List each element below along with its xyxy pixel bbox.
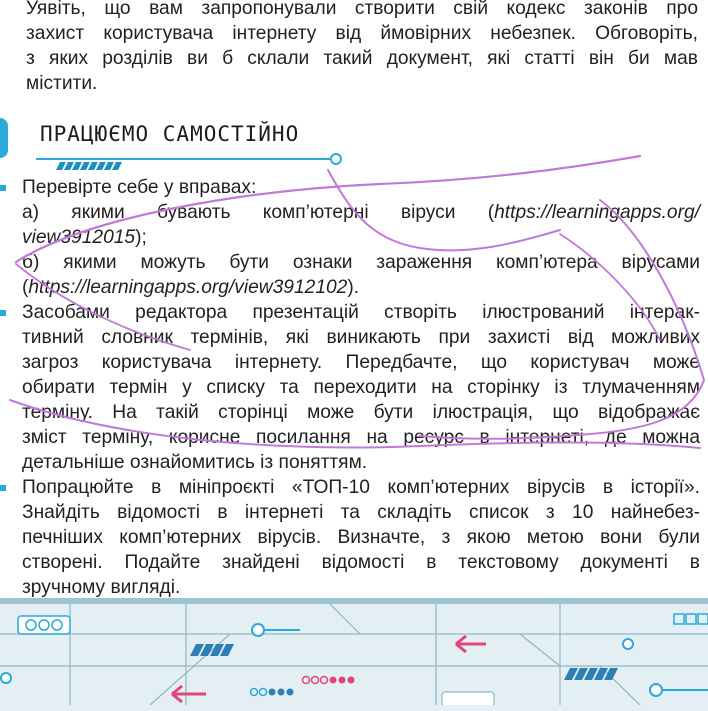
bullet-icon (0, 185, 6, 191)
task-line: view3912015); (22, 227, 147, 248)
section-heading (0, 118, 360, 166)
task-line: створені. Подайте знайдені відомості в текстовому документі в (22, 552, 700, 573)
task-item (0, 300, 700, 475)
task-lead: Перевірте себе у вправах: (22, 177, 257, 198)
task-list (0, 175, 700, 600)
task-line: Попрацюйте в мініпроєкті «ТОП-10 комп’ютерних вірусів в історії». (22, 477, 700, 498)
footer-decoration (0, 598, 708, 711)
task-line: (https://learningapps.org/view3912102). (22, 277, 360, 298)
intro-line: захист користувача інтернету від ймовірних небезпек. Обговоріть, (26, 23, 698, 44)
section-underline-icon (30, 152, 350, 172)
task-line: печніших комп’ютерних вірусів. Визначте, з якою метою вони були (22, 527, 700, 548)
bullet-icon (0, 485, 6, 491)
intro-paragraph (26, 0, 698, 96)
task-item (0, 475, 700, 600)
section-title: ПРАЦЮЄМО САМОСТІЙНО (40, 122, 300, 146)
intro-line: з яких розділів ви б склали такий документ, які статті він би мав (26, 48, 698, 69)
task-line: Знайдіть відомості в інтернеті та складіть список з 10 найнебез- (22, 502, 700, 523)
task-item (0, 175, 700, 300)
bullet-icon (0, 310, 6, 316)
task-line: обирати термін у списку та переходити на сторінку із тлумаченням (22, 377, 700, 398)
task-line: зміст терміну, корисне посилання на ресурс в інтернеті, де можна (22, 427, 700, 448)
task-line: терміну. На такій сторінці може бути ілюстрація, що відображає (22, 402, 700, 423)
link-text[interactable]: https://learningapps.org/view3912102 (28, 277, 348, 298)
circuit-pattern-icon (0, 604, 708, 705)
task-line: б) якими можуть бути ознаки зараження комп’ютера вірусами (22, 252, 700, 273)
task-line: загроз користувача інтернету. Передбачте, що користувач може (22, 352, 700, 373)
link-text[interactable]: view3912015 (22, 227, 136, 248)
task-line: а) якими бувають комп’ютерні віруси (https://learningapps.org/ (22, 202, 700, 223)
link-text[interactable]: https://learningapps.org/ (494, 202, 700, 223)
arrow-left-icon (172, 686, 206, 702)
task-line: детальніше ознайомитись із поняттям. (22, 452, 368, 473)
section-badge-icon (0, 118, 8, 158)
intro-line: Уявіть, що вам запропонували створити свій кодекс законів про (26, 0, 698, 19)
task-line: зручному вигляді. (22, 577, 181, 598)
task-line: Засобами редактора презентацій створіть ілюстрований інтерак- (22, 302, 700, 323)
intro-line: містити. (26, 73, 98, 94)
arrow-left-icon (456, 636, 486, 652)
task-line: тивний словник термінів, які виникають при захисті від можливих (22, 327, 700, 348)
